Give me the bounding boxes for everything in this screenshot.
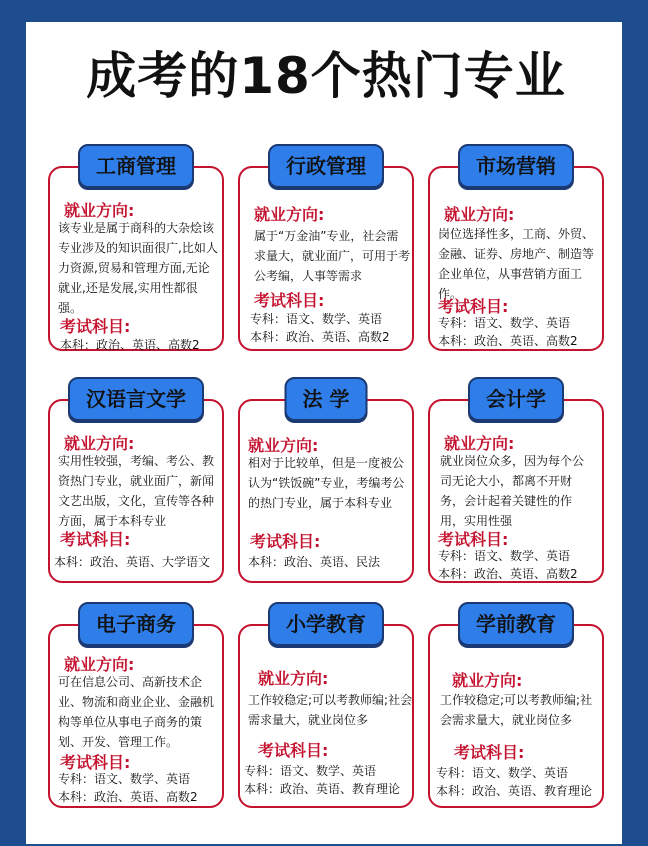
major-card-marketing: [428, 154, 604, 351]
job-direction-text: 属于“万金油”专业，社会需求量大，就业面广，可用于考公考编，人事等需求: [254, 229, 411, 283]
exam-subject-line: 本科：政治、英语、高数2: [438, 334, 578, 348]
exam-subject-line: 专科：语文、数学、英语: [58, 772, 191, 786]
job-direction-text: 岗位选择性多，工商、外贸、金融、证券、房地产、制造等企业单位，从事营销方面工作。: [438, 227, 595, 301]
major-name-tag: 工商管理: [78, 144, 194, 188]
job-direction-heading: 就业方向:: [64, 655, 135, 674]
major-name-tag: 法 学: [285, 377, 368, 421]
exam-subject-line: 本科：政治、英语、教育理论: [436, 784, 593, 798]
exam-subject-line: 专科：语文、数学、英语: [244, 764, 377, 778]
major-card-public-admin: [238, 154, 414, 351]
job-direction-heading: 就业方向:: [452, 671, 523, 690]
exam-subjects-heading: 考试科目:: [60, 317, 131, 336]
major-name-tag: 电子商务: [78, 602, 194, 646]
exam-subjects-heading: 考试科目:: [60, 753, 131, 772]
job-direction-heading: 就业方向:: [444, 434, 515, 453]
job-direction-text: 工作较稳定;可以考教师编;社会需求量大，就业岗位多: [248, 693, 413, 727]
exam-subjects-heading: 考试科目:: [438, 530, 509, 549]
page-title: 成考的18个热门专业: [86, 47, 566, 105]
major-card-preschool-education: [428, 612, 604, 808]
exam-subjects-heading: 考试科目:: [250, 532, 321, 551]
exam-subject-line: 本科：政治、英语、民法: [248, 555, 381, 569]
major-card-accounting: [428, 387, 604, 583]
job-direction-heading: 就业方向:: [254, 205, 325, 224]
exam-subject-line: 专科：语文、数学、英语: [250, 312, 383, 326]
exam-subject-line: 本科：政治、英语、高数2: [438, 567, 578, 581]
job-direction-heading: 就业方向:: [444, 205, 515, 224]
exam-subject-line: 专科：语文、数学、英语: [436, 766, 569, 780]
exam-subject-line: 本科：政治、英语、高数2: [60, 338, 200, 352]
major-name-tag: 会计学: [468, 377, 564, 421]
job-direction-heading: 就业方向:: [64, 201, 135, 220]
job-direction-text: 就业岗位众多，因为每个公司无论大小，都离不开财务，会计起着关键性的作用，实用性强: [440, 454, 585, 528]
job-direction-text: 相对于比较单，但是一度被公认为“铁饭碗”专业，考编考公的热门专业，属于本科专业: [248, 456, 405, 510]
job-direction-text: 可在信息公司、高新技术企业、物流和商业企业、金融机构等单位从事电子商务的策划、开发、管理工作。: [58, 675, 215, 749]
exam-subjects-heading: 考试科目:: [258, 741, 329, 760]
job-direction-heading: 就业方向:: [64, 434, 135, 453]
job-direction-heading: 就业方向:: [248, 436, 319, 455]
major-card-e-commerce: [48, 612, 224, 808]
exam-subjects-heading: 考试科目:: [60, 530, 131, 549]
job-direction-heading: 就业方向:: [258, 669, 329, 688]
major-card-chinese-literature: [48, 387, 224, 583]
exam-subject-line: 本科：政治、英语、高数2: [58, 790, 198, 804]
exam-subject-line: 专科：语文、数学、英语: [438, 549, 571, 563]
exam-subject-line: 本科：政治、英语、高数2: [250, 330, 390, 344]
major-name-tag: 行政管理: [268, 144, 384, 188]
exam-subjects-heading: 考试科目:: [454, 743, 525, 762]
major-name-tag: 汉语言文学: [68, 377, 204, 421]
exam-subject-line: 本科：政治、英语、教育理论: [244, 782, 401, 796]
major-name-tag: 市场营销: [458, 144, 574, 188]
exam-subject-line: 专科：语文、数学、英语: [438, 316, 571, 330]
poster: [24, 20, 624, 846]
major-name-tag: 小学教育: [268, 602, 384, 646]
major-name-tag: 学前教育: [458, 602, 574, 646]
job-direction-text: 工作较稳定;可以考教师编;社会需求量大，就业岗位多: [440, 693, 593, 727]
exam-subject-line: 本科：政治、英语、大学语文: [54, 555, 211, 569]
major-card-primary-education: [238, 612, 414, 808]
job-direction-text: 该专业是属于商科的大杂烩该专业涉及的知识面很广,比如人力资源,贸易和管理方面,无论就业,还是发展,实用性都很强。: [58, 221, 218, 315]
exam-subjects-heading: 考试科目:: [438, 297, 509, 316]
major-card-business-admin: [48, 154, 224, 352]
major-card-law: [238, 387, 414, 583]
job-direction-text: 实用性较强，考编、考公、教资热门专业，就业面广，新闻文艺出版，文化，宣传等各种方面，属于本科专业: [58, 454, 215, 528]
exam-subjects-heading: 考试科目:: [254, 291, 325, 310]
